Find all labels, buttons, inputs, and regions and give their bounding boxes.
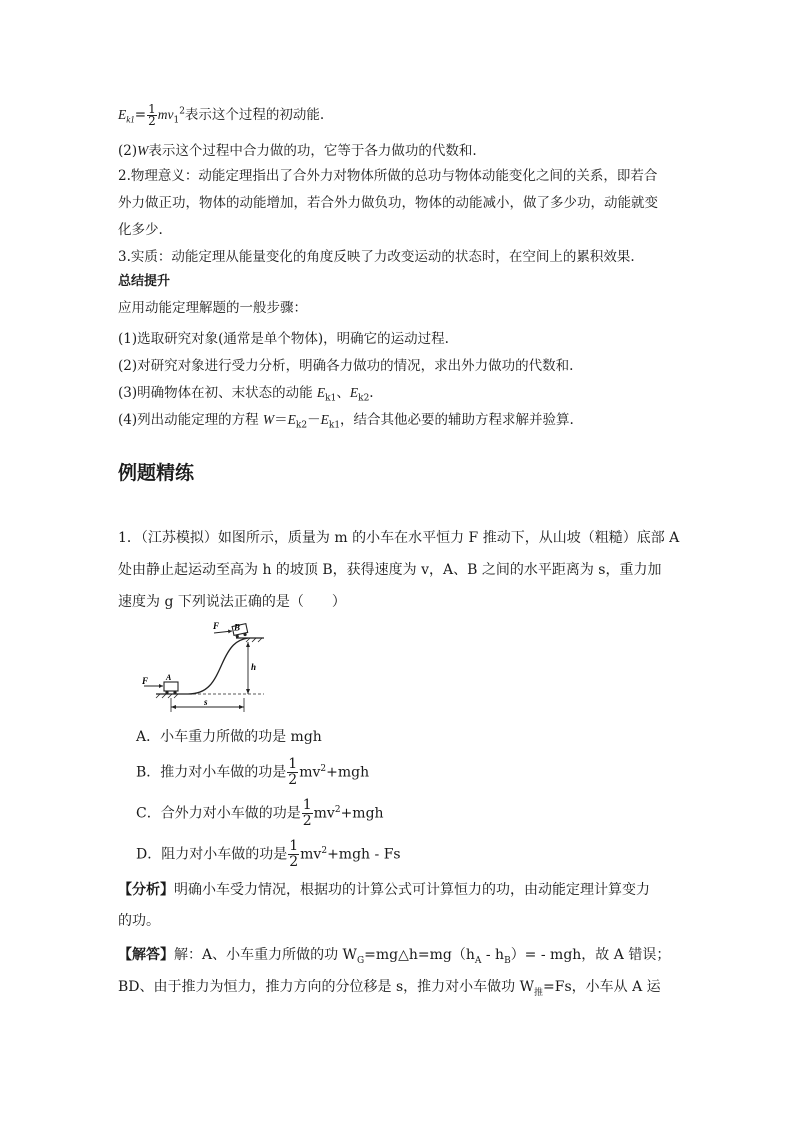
step-3 bbox=[118, 383, 374, 403]
symbol-W: W bbox=[137, 143, 149, 158]
option-a: A．小车重力所做的功是 mgh bbox=[136, 729, 322, 745]
arrowhead bbox=[246, 642, 250, 647]
superscript: 2 bbox=[179, 106, 185, 117]
text: =Fs，小车从 A 运 bbox=[543, 979, 661, 995]
essence-line: 3.实质：动能定理从能量变化的角度反映了力改变运动的状态时，在空间上的累积效果. bbox=[118, 249, 635, 265]
numerator: 1 bbox=[302, 797, 312, 813]
numerator: 1 bbox=[288, 756, 298, 772]
arrowhead bbox=[159, 684, 163, 688]
label-B: B bbox=[234, 622, 241, 633]
symbol-E: E bbox=[118, 107, 127, 122]
text: =mg△h=mg（h bbox=[364, 947, 475, 963]
text: BD、由于推力为恒力，推力方向的分位移是 s，推力对小车做功 W bbox=[118, 979, 534, 995]
text: 表示这个过程中合力做的功，它等于各力做功的代数和. bbox=[148, 143, 477, 159]
physical-meaning-line-2: 外力做正功，物体的动能增加，若合外力做负功，物体的动能减小，做了多少功，动能就变 bbox=[118, 195, 658, 211]
fraction-half bbox=[147, 104, 157, 127]
text: - h bbox=[481, 947, 505, 963]
denominator: 2 bbox=[302, 813, 312, 829]
analysis-line-1 bbox=[118, 879, 650, 901]
label-s: s bbox=[204, 697, 208, 707]
question-line-3: 速度为 g 下列说法正确的是（ ） bbox=[118, 594, 346, 610]
text: +mgh bbox=[340, 805, 384, 822]
fraction-half bbox=[287, 757, 298, 788]
numerator: 1 bbox=[148, 102, 156, 116]
subscript: A bbox=[474, 955, 482, 966]
text: 明确小车受力情况，根据功的计算公式可计算恒力的功，由动能定理计算变力 bbox=[174, 882, 650, 898]
summary-title: 总结提升 bbox=[118, 274, 171, 289]
slope-curve bbox=[188, 638, 248, 694]
step-4 bbox=[118, 410, 574, 430]
symbol-E: E bbox=[316, 385, 326, 400]
equals: = bbox=[134, 107, 147, 123]
denominator: 2 bbox=[288, 772, 298, 788]
subscript: 推 bbox=[534, 987, 544, 998]
question-line-2: 处由静止起运动至高为 h 的坡顶 B，获得速度为 v，A、B 之间的水平距离为 s，重力加 bbox=[118, 562, 662, 578]
denominator: 2 bbox=[148, 114, 156, 128]
option-d bbox=[136, 839, 401, 870]
symbol-E: E bbox=[287, 412, 296, 427]
text: mv bbox=[299, 764, 321, 781]
fraction-half bbox=[288, 839, 299, 870]
numerator: 1 bbox=[289, 838, 299, 854]
text: 解：A、小车重力所做的功 W bbox=[174, 947, 357, 963]
subscript: G bbox=[356, 955, 365, 966]
minus: － bbox=[307, 412, 321, 428]
work-definition-line bbox=[118, 141, 477, 161]
solution-line-1 bbox=[118, 944, 670, 966]
solution-tag: 【解答】 bbox=[118, 947, 174, 963]
text: (3)明确物体在初、末状态的动能 bbox=[118, 385, 317, 401]
wheel bbox=[165, 691, 168, 694]
steps-intro: 应用动能定理解题的一般步骤： bbox=[118, 300, 307, 316]
option-c bbox=[136, 798, 384, 829]
text: ，结合其他必要的辅助方程求解并验算. bbox=[340, 412, 574, 428]
subscript: k1 bbox=[126, 114, 135, 125]
analysis-line-2: 的功。 bbox=[118, 913, 160, 929]
arrowhead bbox=[246, 689, 250, 694]
text: D．阻力对小车做的功是 bbox=[136, 846, 288, 863]
arrowhead bbox=[239, 705, 244, 709]
text: (4)列出动能定理的方程 bbox=[118, 412, 263, 428]
initial-kinetic-energy-line bbox=[118, 104, 324, 127]
text: ）= - mgh，故 A 错误； bbox=[510, 947, 671, 963]
label-A: A bbox=[166, 673, 172, 682]
equals: ＝ bbox=[274, 412, 288, 428]
fraction-half bbox=[302, 798, 313, 829]
denominator: 2 bbox=[289, 854, 299, 870]
text: C．合外力对小车做的功是 bbox=[136, 805, 301, 822]
physical-meaning-line-1: 2.物理意义：动能定理指出了合外力对物体所做的总功与物体动能变化之间的关系，即若合 bbox=[118, 168, 658, 184]
text: (2) bbox=[118, 143, 138, 159]
symbol-E: E bbox=[320, 412, 329, 427]
subscript: k1 bbox=[325, 393, 337, 404]
question-line-1: 1．（江苏模拟）如图所示，质量为 m 的小车在水平恒力 F 推动下，从山坡（粗糙）底部 A bbox=[118, 530, 680, 546]
wheel bbox=[173, 691, 176, 694]
step-1: (1)选取研究对象(通常是单个物体)，明确它的运动过程. bbox=[118, 331, 449, 347]
subscript: B bbox=[504, 955, 511, 966]
subscript: k2 bbox=[358, 393, 370, 404]
option-b bbox=[136, 757, 369, 788]
text: 、 bbox=[336, 385, 350, 401]
label-F-top: F bbox=[213, 622, 220, 631]
mv-term: mv bbox=[157, 107, 174, 122]
label-h: h bbox=[251, 662, 257, 672]
superscript: 2 bbox=[334, 804, 341, 815]
text: mv bbox=[313, 805, 335, 822]
label-F-bottom: F bbox=[142, 676, 149, 686]
text: +mgh bbox=[326, 764, 370, 781]
subscript: k2 bbox=[295, 420, 308, 431]
text: . bbox=[369, 385, 374, 401]
text: +mgh - Fs bbox=[327, 846, 401, 863]
text: 表示这个过程的初动能. bbox=[184, 107, 325, 123]
text: B．推力对小车做的功是 bbox=[136, 764, 287, 781]
subscript: k1 bbox=[328, 420, 341, 431]
car-A bbox=[164, 682, 178, 691]
text: mv bbox=[300, 846, 322, 863]
step-2: (2)对研究对象进行受力分析，明确各力做功的情况，求出外力做功的代数和. bbox=[118, 358, 574, 374]
arrowhead bbox=[171, 705, 176, 709]
slope-diagram bbox=[136, 622, 276, 716]
section-heading: 例题精练 bbox=[118, 462, 195, 484]
symbol-W: W bbox=[262, 412, 275, 427]
symbol-E: E bbox=[349, 385, 359, 400]
superscript: 2 bbox=[321, 845, 328, 856]
physical-meaning-line-3: 化多少. bbox=[118, 222, 163, 238]
subscript: 1 bbox=[173, 115, 180, 126]
analysis-tag: 【分析】 bbox=[118, 882, 174, 898]
solution-line-2 bbox=[118, 976, 661, 998]
superscript: 2 bbox=[320, 763, 327, 774]
